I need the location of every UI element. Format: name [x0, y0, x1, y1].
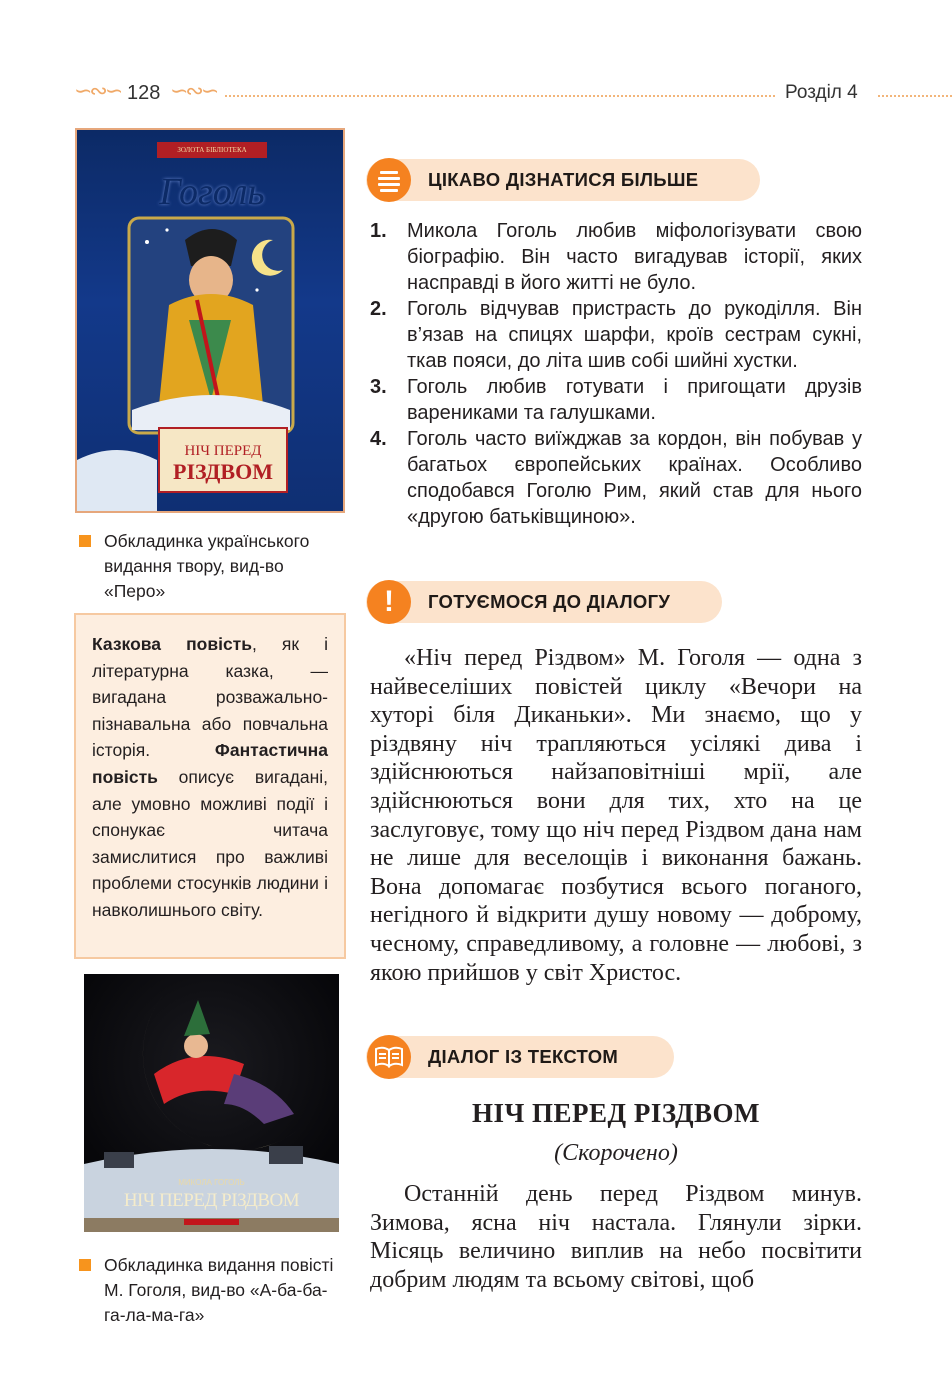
list-item-text: Гоголь любив готувати і пригощати друзів варениками та галушками.	[407, 376, 862, 424]
book-cover-ababagalamaga	[84, 974, 339, 1232]
list-item-number: 1.	[370, 220, 387, 242]
story-subtitle: (Скорочено)	[554, 1140, 678, 1166]
chapter-label: Розділ 4	[785, 82, 858, 103]
section-heading-interesting	[366, 159, 760, 201]
ornament-left-icon: ∽∾∽	[74, 78, 121, 103]
list-item-number: 2.	[370, 298, 387, 320]
list-item	[370, 374, 862, 426]
section-heading-dialogue-text-label: ДІАЛОГ ІЗ ТЕКСТОМ	[428, 1046, 619, 1067]
caption-bullet-icon	[79, 1259, 91, 1271]
section-heading-interesting-label: ЦІКАВО ДІЗНАТИСЯ БІЛЬШЕ	[428, 169, 699, 190]
definition-text-2: описує вигадані, але умовно можливі події і спонукає читача замислитися про важливі проблеми стосунків людини і навколишнього світу.	[92, 766, 328, 920]
definition-term-fantastic: Фантастична повість	[92, 740, 328, 787]
open-book-icon	[367, 1035, 411, 1079]
list-item-text: Гоголь часто виїжджав за кордон, він побував у багатьох європейських країнах. Особливо сподобався Гоголю Рим, який став для нього «другою батьківщиною».	[407, 428, 862, 528]
section-heading-dialogue-prep	[366, 581, 722, 623]
caption-cover-ababagalamaga: Обкладинка видання повісті М. Гоголя, вид-во «А-ба-ба-га-ла-ма-га»	[104, 1255, 334, 1325]
book-cover-pero	[75, 128, 345, 513]
list-item-text: Микола Гоголь любив міфологізувати свою біографію. Він часто вигадував історії, яких насправді в його житті не було.	[407, 220, 862, 294]
cover-title-line2: РІЗДВОМ	[173, 459, 273, 484]
definition-term-fairy-tale: Казкова повість	[92, 634, 253, 654]
cover2-title: НІЧ ПЕРЕД РІЗДВОМ	[123, 1190, 300, 1211]
exclamation-icon: !	[367, 580, 411, 624]
header-rule	[225, 95, 775, 97]
cover-author: Гоголь	[159, 171, 265, 213]
cover2-publisher-mark	[184, 1219, 239, 1225]
definition-box	[74, 613, 346, 959]
ornament-right-icon: ∽∾∽	[170, 78, 217, 103]
cover2-author: МИКОЛА ГОГОЛЬ	[178, 1178, 245, 1187]
list-item	[370, 296, 862, 374]
cover-title-line1: НІЧ ПЕРЕД	[184, 443, 262, 459]
list-item-number: 4.	[370, 428, 387, 450]
interesting-facts-list	[370, 218, 862, 530]
definition-text-1: , як і літературна казка, — вигадана розважально-пізнавальна або повчальна історія.	[92, 634, 328, 761]
list-icon	[367, 158, 411, 202]
list-item-number: 3.	[370, 376, 387, 398]
page-number: 128	[127, 82, 161, 104]
list-item-text: Гоголь відчував пристрасть до рукоділля. Він в’язав на спицях шарфи, кроїв сестрам сукні, ткав пояси, до літа шив собі шийні хустки.	[407, 298, 862, 372]
caption-bullet-icon	[79, 535, 91, 547]
story-title: НІЧ ПЕРЕД РІЗДВОМ	[471, 1098, 761, 1128]
story-opening-paragraph: Останній день перед Різдвом минув. Зимова, ясна ніч настала. Глянули зірки. Місяць величино виплив на небо посвітити добрим людям та всьому світові, щоб	[370, 1181, 862, 1293]
cover-publisher-banner: ЗОЛОТА БІБЛІОТЕКА	[157, 142, 267, 158]
section-heading-dialogue-prep-label: ГОТУЄМОСЯ ДО ДІАЛОГУ	[428, 591, 671, 612]
list-item	[370, 218, 862, 296]
list-item	[370, 426, 862, 530]
section-heading-dialogue-text	[366, 1036, 674, 1078]
header-rule-right	[878, 95, 952, 97]
dialogue-prep-paragraph: «Ніч перед Різдвом» М. Гоголя — одна з найвеселіших повістей циклу «Вечори на хуторі біля Диканьки». Ми знаємо, що у різдвяну ніч трапляються усілякі дива і здійснюються найзаповітніші мрії, але здійснюються вони для тих, хто на це заслуговує, тому що ніч перед Різдвом дана нам не лише для веселощів і виконання бажань. Вона допомагає позбутися всього поганого, негідного й відкрити душу новому — доброму, чесному, справедливому, а головне — любові, з якою прийшов у світ Христос.	[370, 645, 862, 986]
caption-cover-pero: Обкладинка українського видання твору, вид-во «Перо»	[104, 531, 310, 601]
